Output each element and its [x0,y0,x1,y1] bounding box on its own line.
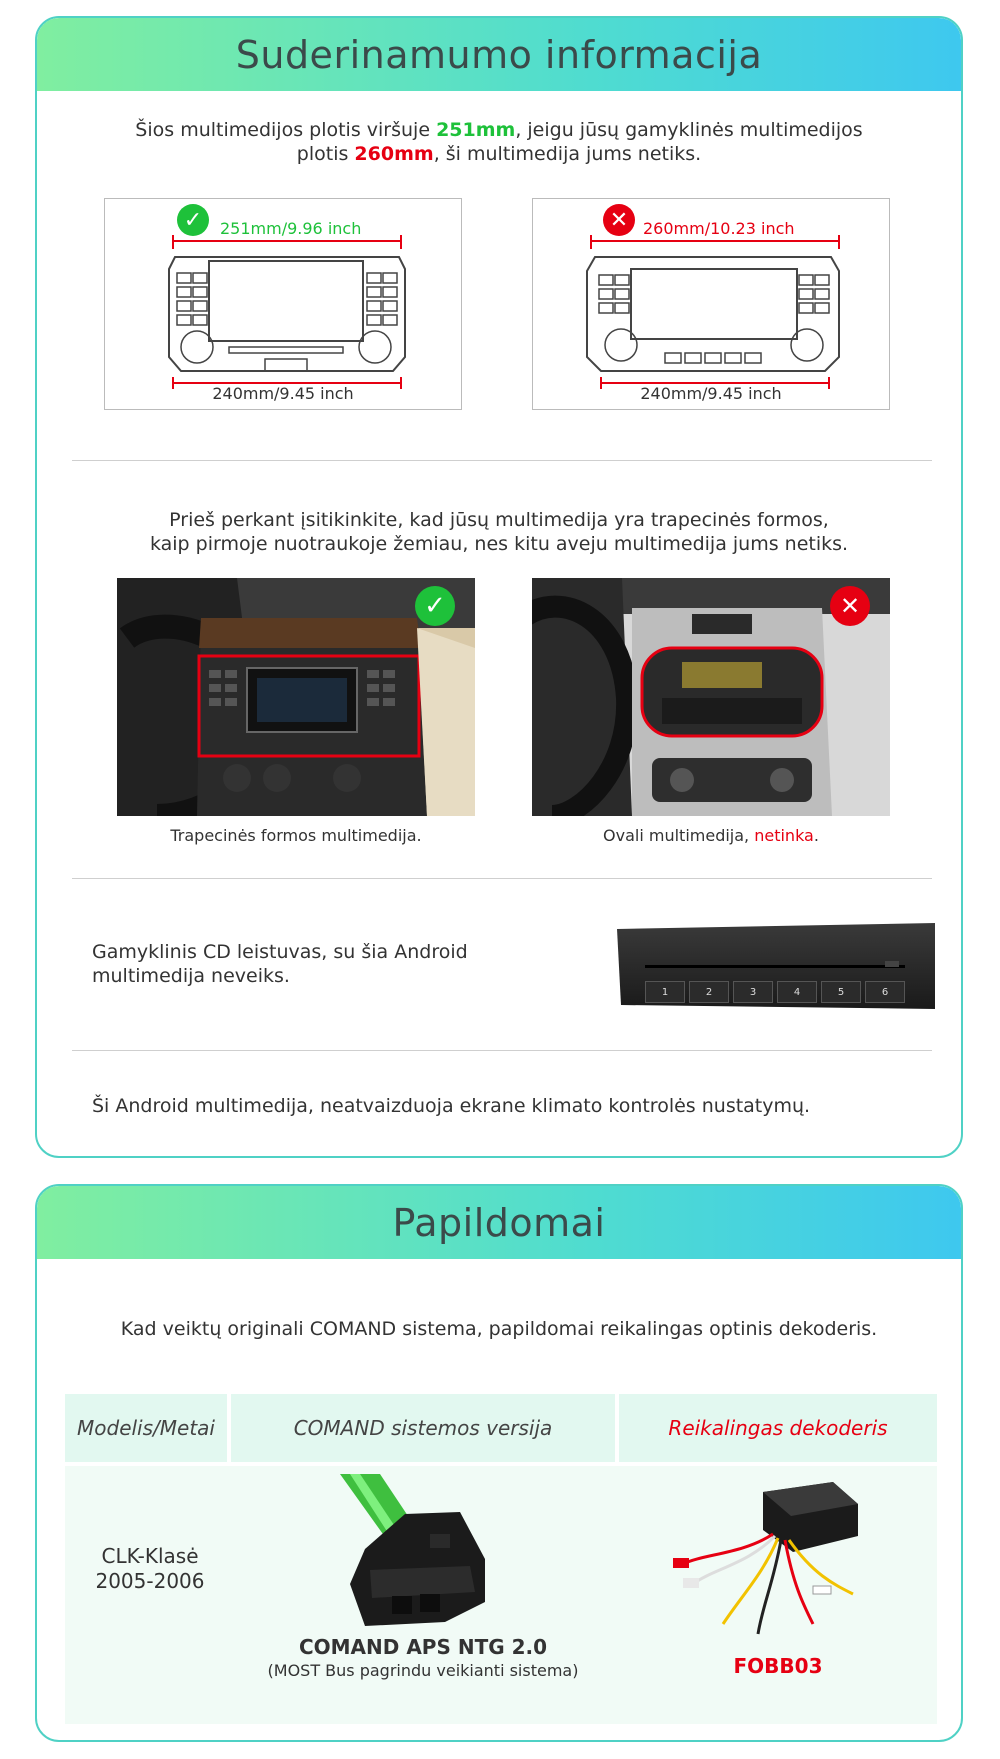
bad-top-dimension: 260mm/10.23 inch [643,219,795,238]
version-cell [231,1634,615,1682]
cross-icon: ✕ [830,586,870,626]
cd-preset-button: 4 [777,981,817,1003]
additional-title: Papildomai [392,1200,606,1245]
cd-note: Gamyklinis CD leistuvas, su šia Android multimedija neveiks. [92,941,468,987]
table-row [65,1466,937,1724]
cd-preset-button: 3 [733,981,773,1003]
divider [72,460,932,461]
compat-table [65,1394,937,1726]
version-name: COMAND APS NTG 2.0 [298,1635,548,1659]
version-note: (MOST Bus pagrindu veikianti sistema) [267,1661,579,1680]
cd-player-unit [615,923,937,1009]
diagram-bad [532,198,890,410]
cd-preset-buttons [645,981,905,1003]
ok-bottom-dimension: 240mm/9.45 inch [212,384,354,403]
climate-note: Ši Android multimedija, neatvaizduoja ekrane klimato kontrolės nustatymų. [92,1095,811,1117]
photo-ok-caption: Trapecinės formos multimedija. [170,826,422,845]
check-icon: ✓ [177,204,209,236]
bad-width: 260mm [354,143,434,165]
shape-note: Prieš perkant įsitikinkite, kad jūsų multimedija yra trapecinės formos, kaip pirmoje nuotraukoje žemiau, nes kitu aveju multimedija jums netiks. [149,509,849,555]
diagram-ok [104,198,462,410]
photo-trapezoid-dash [117,578,475,816]
decoder-note: Kad veiktų originali COMAND sistema, papildomai reikalingas optinis dekoderis. [120,1318,878,1340]
model-cell: CLK-Klasė 2005-2006 [95,1544,205,1593]
ok-width: 251mm [436,119,516,141]
divider [72,878,932,879]
divider [72,1050,932,1051]
table-header-decoder: Reikalingas dekoderis [619,1394,937,1462]
additional-card [35,1184,963,1742]
photo-oval-dash [532,578,890,816]
table-header-version: COMAND sistemos versija [231,1394,615,1462]
cd-preset-button: 2 [689,981,729,1003]
decoder-image [663,1474,863,1642]
cd-preset-button: 5 [821,981,861,1003]
width-intro: Šios multimedijos plotis viršuje 251mm, jeigu jūsų gamyklinės multimedijos plotis 260mm, ši multimedija jums netiks. [135,119,863,165]
cd-preset-button: 6 [865,981,905,1003]
compatibility-card [35,16,963,1158]
compatibility-title: Suderinamumo informacija [235,32,763,77]
additional-header [37,1186,961,1259]
cd-preset-button: 1 [645,981,685,1003]
photo-bad-caption: Ovali multimedija, netinka. [603,826,819,845]
ok-top-dimension: 251mm/9.96 inch [220,219,362,238]
compatibility-header [37,18,961,91]
bad-bottom-dimension: 240mm/9.45 inch [640,384,782,403]
check-icon: ✓ [415,586,455,626]
connector-image [310,1474,510,1634]
cross-icon: ✕ [603,204,635,236]
decoder-cell: FOBB03 [733,1654,823,1678]
table-header-model: Modelis/Metai [65,1394,227,1462]
